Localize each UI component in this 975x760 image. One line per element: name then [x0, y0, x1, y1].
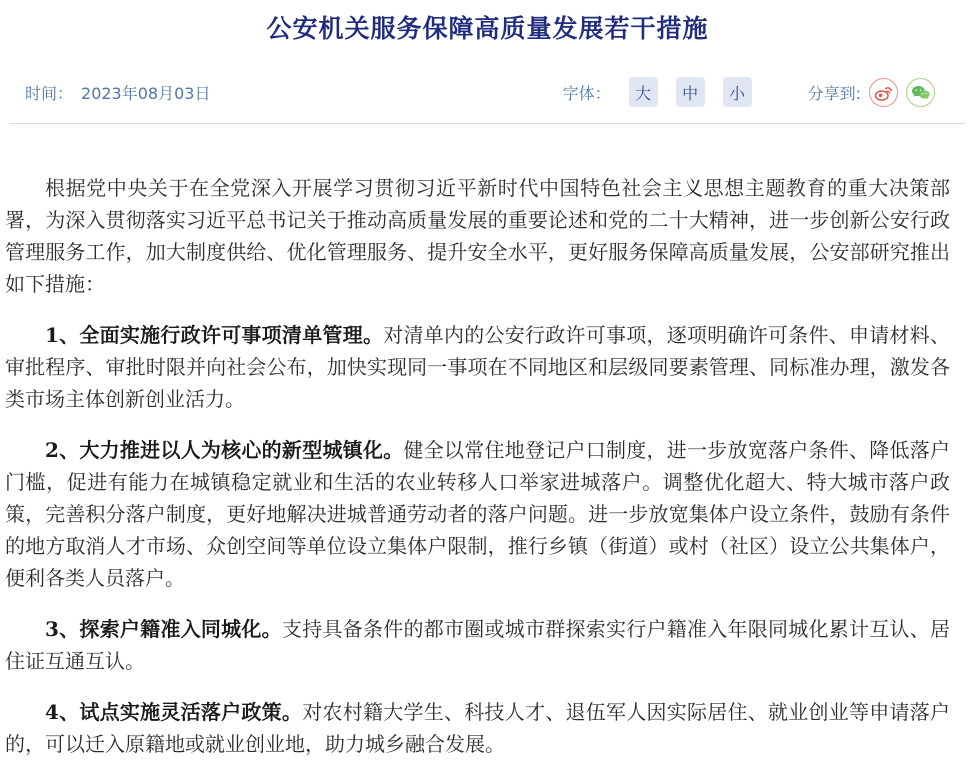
article-body [0, 124, 975, 760]
page-title: 公安机关服务保障高质量发展若干措施 [266, 14, 709, 43]
article-item-3 [5, 613, 950, 677]
time-value: 2023年08月03日 [81, 83, 211, 103]
article-item-4 [5, 696, 950, 760]
font-size-medium-button[interactable]: 中 [676, 77, 705, 107]
article-item-2 [5, 434, 950, 594]
meta-bar [10, 45, 965, 124]
article-item-3-body: 支持具备条件的都市圈或城市群探索实行户籍准入年限同城化累计互认、居住证互通互认。 [5, 617, 950, 673]
font-size-small-button[interactable]: 小 [723, 77, 752, 107]
wechat-share-icon[interactable] [906, 78, 935, 107]
article-item-2-body: 健全以常住地登记户口制度，进一步放宽落户条件、降低落户门槛，促进有能力在城镇稳定就业和生活的农业转移人口举家进城落户。调整优化超大、特大城市落户政策，完善积分落户制度，更好地解决进城普通劳动者的落户问题。进一步放宽集体户设立条件，鼓励有条件的地方取消人才市场、众创空间等单位设立集体户限制，推行乡镇（街道）或村（社区）设立公共集体户，便利各类人员落户。 [5, 438, 950, 590]
font-size-label: 字体： [562, 83, 611, 103]
meta-controls [563, 77, 935, 107]
share-to-label: 分享到: [807, 83, 861, 103]
article-item-1-heading: 1、全面实施行政许可事项清单管理。 [45, 323, 384, 347]
article-item-4-heading: 4、试点实施灵活落户政策。 [45, 700, 303, 724]
article-item-3-heading: 3、探索户籍准入同城化。 [45, 617, 282, 641]
article-item-4-body: 对农村籍大学生、科技人才、退伍军人因实际居住、就业创业等申请落户的，可以迁入原籍地或就业创业地，助力城乡融合发展。 [5, 700, 951, 756]
article-item-1-body: 对清单内的公安行政许可事项，逐项明确许可条件、申请材料、审批程序、审批时限并向社会公布，加快实现同一事项在不同地区和层级同要素管理、同标准办理，激发各类市场主体创新创业活力。 [5, 323, 951, 411]
weibo-share-icon[interactable] [869, 78, 898, 107]
article-item-2-heading: 2、大力推进以人为核心的新型城镇化。 [45, 438, 404, 462]
publish-time [25, 81, 210, 104]
time-label: 时间： [25, 83, 74, 103]
font-size-large-button[interactable]: 大 [629, 77, 658, 107]
article-item-1 [5, 319, 950, 415]
article-intro-paragraph: 根据党中央关于在全党深入开展学习贯彻习近平新时代中国特色社会主义思想主题教育的重大决策部署，为深入贯彻落实习近平总书记关于推动高质量发展的重要论述和党的二十大精神，进一步创新公安行政管理服务工作，加大制度供给、优化管理服务、提升安全水平，更好服务保障高质量发展，公安部研究推出如下措施： [5, 176, 950, 296]
